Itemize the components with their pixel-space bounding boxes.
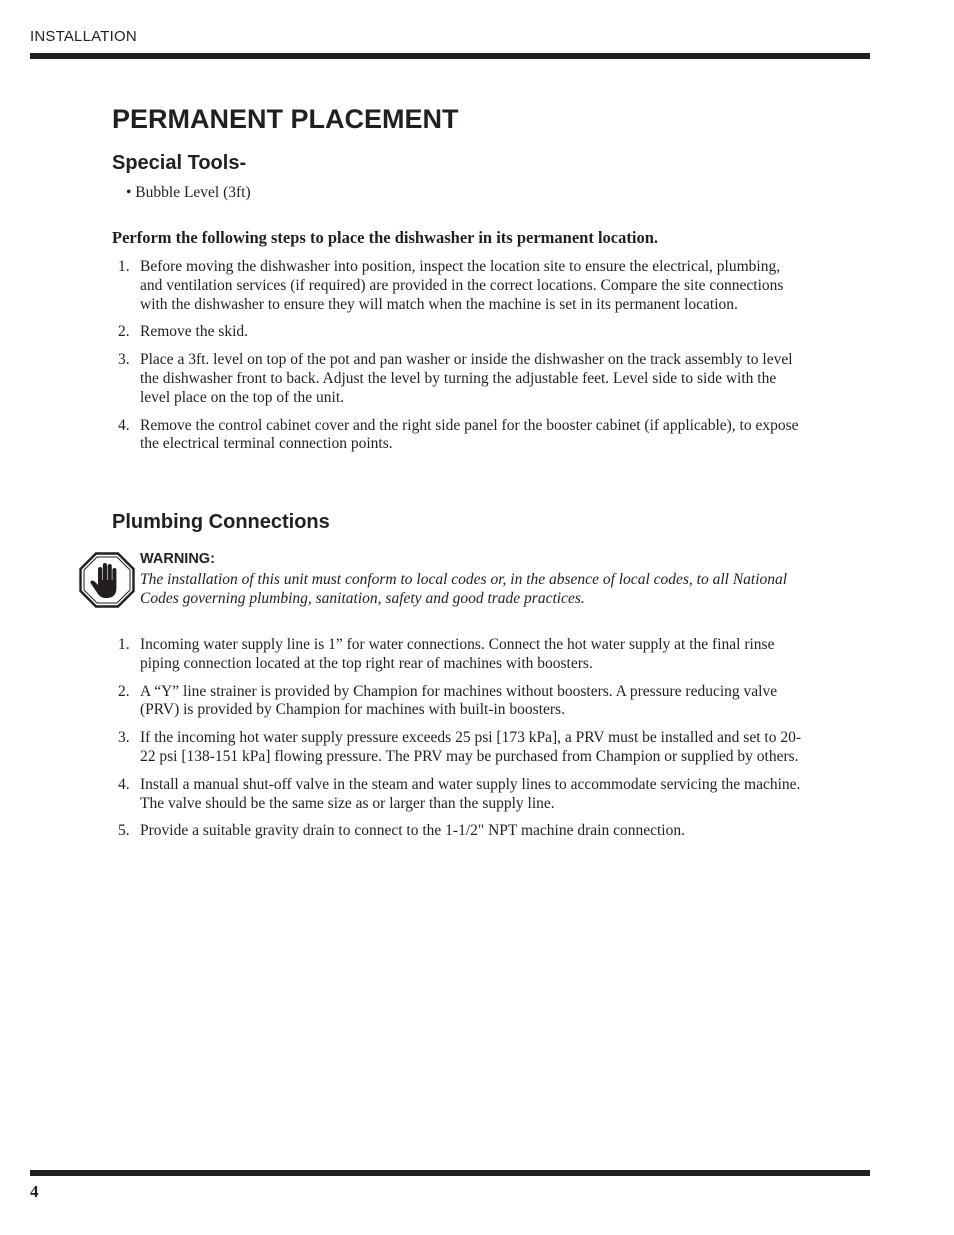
step-number: 2.	[118, 682, 130, 700]
step-text: If the incoming hot water supply pressure exceeds 25 psi [173 kPa], a PRV must be installed and set to 20-22 psi [138-151 kPa] flowing pressure. The PRV may be purchased from Champion or supplied by others.	[140, 729, 801, 765]
step-text: Install a manual shut-off valve in the steam and water supply lines to accommodate servicing the machine. The valve should be the same size as or larger than the supply line.	[140, 775, 801, 812]
placement-steps	[112, 258, 802, 463]
step-number: 1.	[118, 636, 130, 653]
step-number: 4.	[118, 416, 130, 434]
step-number: 3.	[118, 729, 130, 747]
plumbing-step	[112, 729, 802, 767]
bottom-rule	[30, 1170, 870, 1176]
warning-label: WARNING:	[140, 551, 215, 567]
step-text: Provide a suitable gravity drain to connect to the 1-1/2" NPT machine drain connection.	[140, 822, 685, 840]
plumbing-step	[112, 822, 802, 841]
placement-step	[112, 417, 802, 455]
plumbing-step	[112, 683, 802, 721]
section-header: INSTALLATION	[30, 28, 137, 45]
page-title: PERMANENT PLACEMENT	[112, 104, 459, 134]
step-text: Remove the skid.	[140, 323, 249, 341]
warning-text: The installation of this unit must conform to local codes or, in the absence of local codes, to all National Codes governing plumbing, sanitation, safety and good trade practices.	[140, 571, 788, 607]
special-tools-heading: Special Tools-	[112, 152, 247, 174]
tools-list-item: • Bubble Level (3ft)	[126, 184, 251, 201]
step-text: Place a 3ft. level on top of the pot and pan washer or inside the dishwasher on the track assembly to level the dishwasher front to back. Adjust the level by turning the adjustable feet. Level side to side with the level place on the top of the unit.	[140, 351, 793, 406]
step-number: 1.	[118, 258, 130, 275]
step-text: Incoming water supply line is 1” for water connections. Connect the hot water supply at the final rinse piping connection located at the top right rear of machines with boosters.	[140, 636, 775, 672]
page-number: 4	[30, 1182, 39, 1201]
step-number: 5.	[118, 822, 130, 840]
step-text: Before moving the dishwasher into position, inspect the location site to ensure the electrical, plumbing, and ventilation services (if required) are provided in the correct locations. Compare the site connections with the dishwasher to ensure they will match when the machine is set in its permanent location.	[140, 258, 784, 313]
plumbing-step	[112, 776, 802, 814]
plumbing-step	[112, 636, 802, 674]
top-rule	[30, 53, 870, 59]
plumbing-heading: Plumbing Connections	[112, 511, 330, 533]
stop-hand-icon	[79, 552, 135, 608]
placement-step	[112, 323, 802, 342]
placement-intro: Perform the following steps to place the dishwasher in its permanent location.	[112, 228, 658, 247]
step-text: Remove the control cabinet cover and the right side panel for the booster cabinet (if applicable), to expose the electrical terminal connection points.	[140, 416, 799, 453]
placement-step	[112, 351, 802, 407]
step-number: 2.	[118, 323, 130, 341]
step-number: 4.	[118, 775, 130, 793]
step-number: 3.	[118, 351, 130, 369]
plumbing-steps	[112, 636, 802, 850]
step-text: A “Y” line strainer is provided by Champion for machines without boosters. A pressure reducing valve (PRV) is provided by Champion for machines with built-in boosters.	[140, 682, 778, 719]
placement-step	[112, 258, 802, 314]
